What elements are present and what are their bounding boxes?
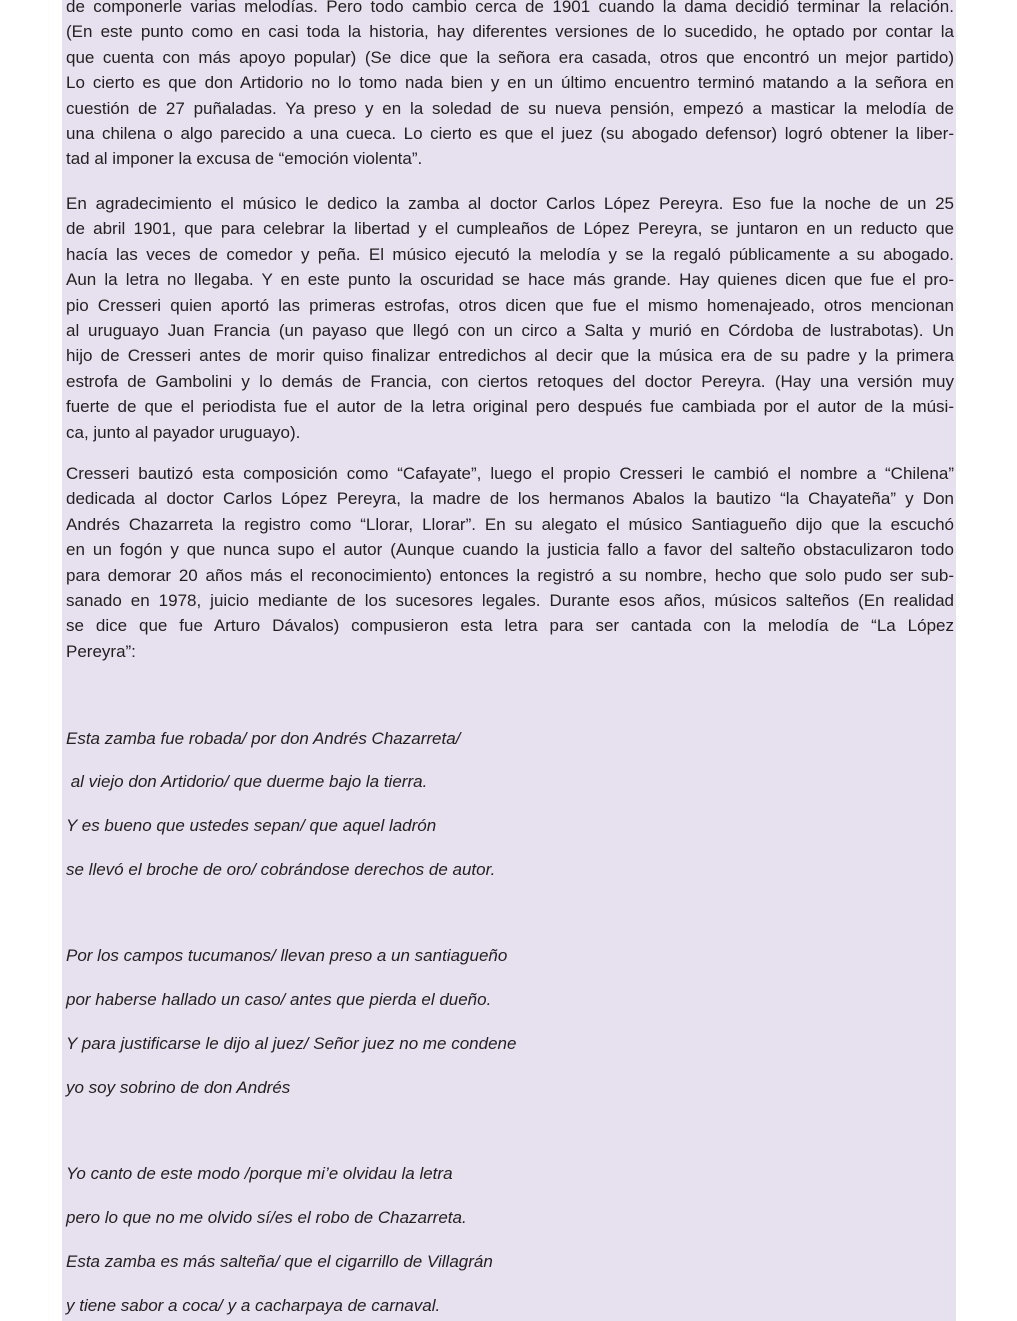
verse-line: por haberse hallado un caso/ antes que pierda el dueño.: [66, 990, 492, 1009]
verse-line: pero lo que no me olvido sí/es el robo de Chazarreta.: [66, 1208, 467, 1227]
text-line: en un fogón y que nunca supo el autor (Aunque cuando la justicia fallo a favor del salteño obstaculizaron todo: [66, 540, 954, 560]
text-line: (En este punto como en casi toda la historia, hay diferentes versiones de lo sucedido, he optado por contar la: [66, 22, 954, 42]
text-line: se dice que fue Arturo Dávalos) compusieron esta letra para ser cantada con la melodía de “La López: [66, 616, 954, 636]
text-line: Aun la letra no llegaba. Y en este punto la oscuridad se hace más grande. Hay quienes dicen que fue el pro-: [66, 270, 954, 290]
verse-line: yo soy sobrino de don Andrés: [66, 1078, 291, 1097]
verse-line: Por los campos tucumanos/ llevan preso a un santiagueño: [66, 946, 508, 965]
verse-line: Esta zamba fue robada/ por don Andrés Chazarreta/: [66, 729, 461, 748]
verse-line: se llevó el broche de oro/ cobrándose derechos de autor.: [66, 860, 496, 879]
text-line: de abril 1901, que para celebrar la libertad y el cumpleaños de López Pereyra, se juntaron en un reducto que: [66, 219, 954, 239]
text-line: una chilena o algo parecido a una cueca. Lo cierto es que el juez (su abogado defensor) logró obtener la liber-: [66, 124, 954, 144]
text-line: tad al imponer la excusa de “emoción violenta”.: [66, 149, 423, 169]
paragraph-2: [66, 191, 954, 445]
verse-line: y tiene sabor a coca/ y a cacharpaya de carnaval.: [66, 1296, 441, 1315]
verse-line: Yo canto de este modo /porque mi’e olvidau la letra: [66, 1164, 453, 1183]
text-line: Andrés Chazarreta la registro como “Llorar, Llorar”. En su alegato el músico Santiagueño dijo que la escuchó: [66, 514, 954, 534]
text-line: Lo cierto es que don Artidorio no lo tomo nada bien y en un último encuentro terminó matando a la señora en: [66, 73, 954, 93]
verse-line: Y para justificarse le dijo al juez/ Señor juez no me condene: [66, 1034, 517, 1053]
verse-line: al viejo don Artidorio/ que duerme bajo la tierra.: [66, 772, 428, 791]
text-line: Pereyra”:: [66, 641, 136, 661]
text-line: al uruguayo Juan Francia (un payaso que llegó con un circo a Salta y murió en Córdoba de lustrabotas). Un: [66, 321, 954, 341]
verse-line: Y es bueno que ustedes sepan/ que aquel ladrón: [66, 816, 437, 835]
text-line: para demorar 20 años más el reconocimiento) entonces la registró a su nombre, hecho que solo pudo ser sub-: [66, 565, 954, 585]
text-line: de componerle varias melodías. Pero todo cambio cerca de 1901 cuando la dama decidió terminar la relación.: [66, 0, 954, 16]
verse-line: Esta zamba es más salteña/ que el cigarrillo de Villagrán: [66, 1252, 493, 1271]
paragraph-3: [66, 461, 954, 664]
paragraph-1: [66, 0, 954, 172]
text-line: que cuenta con más apoyo popular) (Se dice que la señora era casada, otros que encontró un mejor partido): [66, 47, 954, 67]
text-line: cuestión de 27 puñaladas. Ya preso y en la soledad de su nueva pensión, empezó a masticar la melodía de: [66, 98, 954, 118]
text-line: fuerte de que el periodista fue el autor de la letra original pero después fue cambiada por el autor de la músi-: [66, 397, 954, 417]
text-line: hacía las veces de comedor y peña. El músico ejecutó la melodía y se la regaló públicamente a su abogado.: [66, 244, 954, 264]
text-line: Cresseri bautizó esta composición como “Cafayate”, luego el propio Cresseri le cambió el nombre a “Chilena”: [66, 464, 954, 483]
text-line: ca, junto al payador uruguayo).: [66, 422, 301, 442]
text-line: dedicada al doctor Carlos López Pereyra, la madre de los hermanos Abalos la bautizo “la Chayateña” y Don: [66, 489, 954, 509]
text-line: estrofa de Gambolini y lo demás de Francia, con ciertos retoques del doctor Pereyra. (Hay una versión muy: [66, 371, 954, 391]
text-line: hijo de Cresseri antes de morir quiso finalizar entredichos al decir que la música era de su padre y la primera: [66, 346, 954, 366]
text-line: sanado en 1978, juicio mediante de los sucesores legales. Durante esos años, músicos salteños (En realidad: [66, 591, 954, 611]
text-line: En agradecimiento el músico le dedico la zamba al doctor Carlos López Pereyra. Eso fue la noche de un 25: [66, 194, 954, 213]
text-line: pio Cresseri quien aportó las primeras estrofas, otros dicen que fue el mismo homenajeado, otros mencionan: [66, 295, 954, 315]
